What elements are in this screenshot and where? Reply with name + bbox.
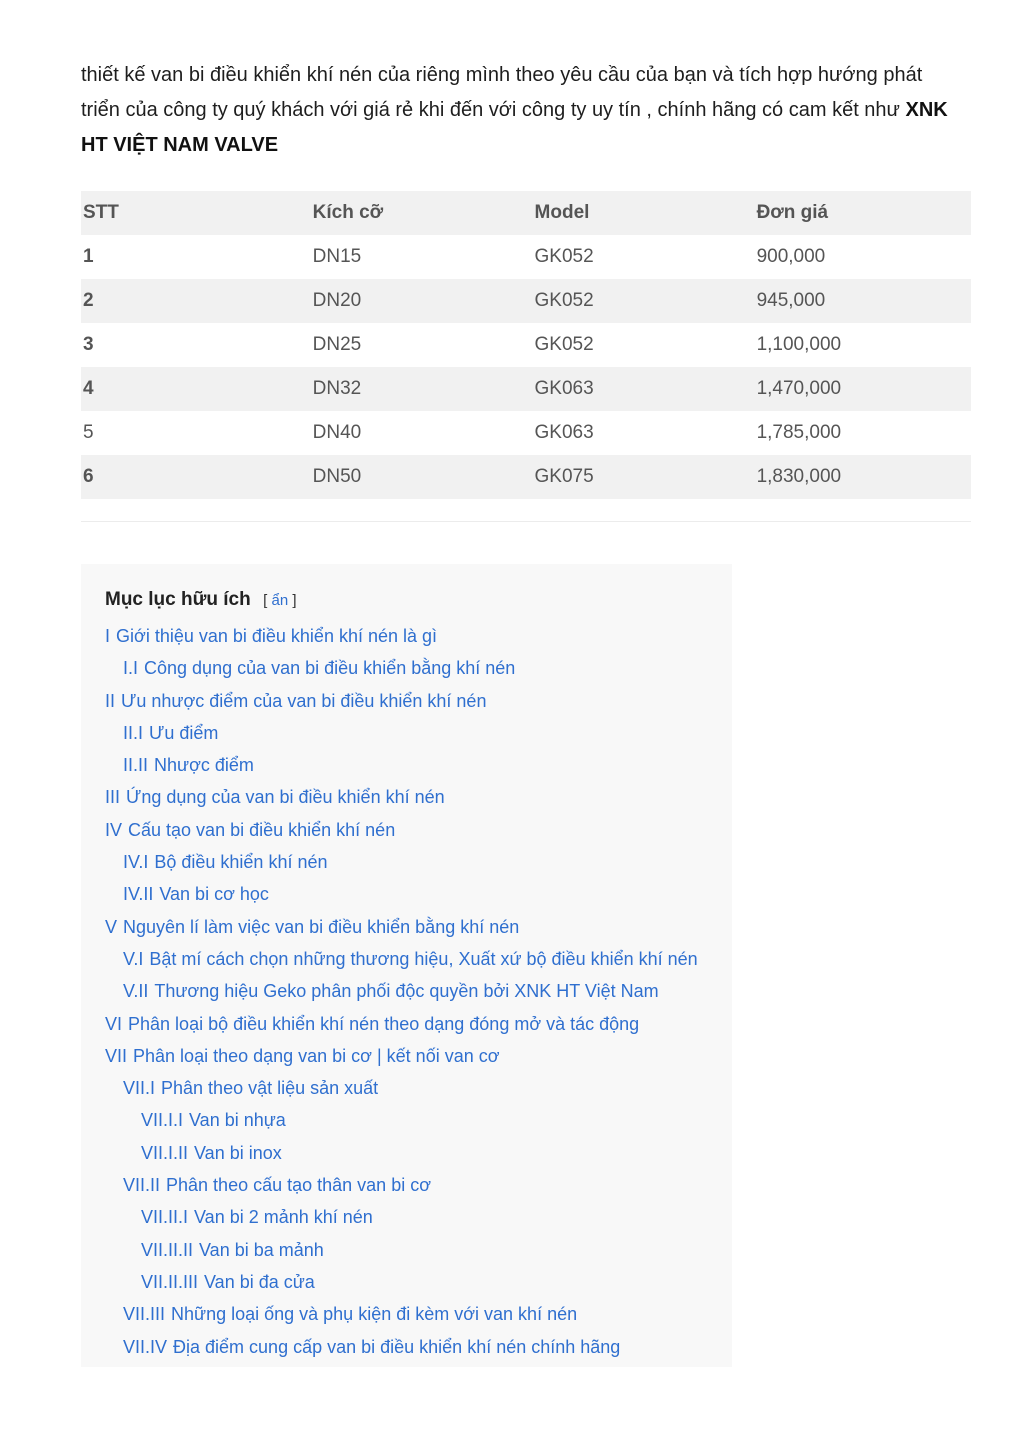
toc-link[interactable] bbox=[105, 820, 395, 840]
header-size: Kích cỡ bbox=[312, 202, 384, 223]
toc-item-number: VII.III bbox=[123, 1304, 166, 1325]
section-divider bbox=[81, 521, 971, 522]
toc-item bbox=[105, 846, 732, 878]
toc-list bbox=[105, 620, 732, 1363]
toc-item-label: Địa điểm cung cấp van bi điều khiển khí nén chính hãng bbox=[173, 1336, 621, 1357]
toc-item bbox=[105, 1072, 732, 1104]
toc-item-label: Phân theo cấu tạo thân van bi cơ bbox=[166, 1175, 432, 1196]
toc-item bbox=[105, 717, 732, 749]
toc-link[interactable] bbox=[141, 1240, 324, 1260]
cell-size: DN15 bbox=[312, 246, 362, 267]
toc-item bbox=[105, 620, 732, 652]
toc-item-number: II.II bbox=[123, 755, 149, 776]
cell-stt: 2 bbox=[83, 290, 94, 311]
toc-item bbox=[105, 1234, 732, 1266]
toc-item-label: Phân theo vật liệu sản xuất bbox=[161, 1078, 379, 1099]
toc-link[interactable] bbox=[105, 691, 486, 711]
cell-model: GK052 bbox=[534, 334, 594, 355]
toc-item-label: Phân loại theo dạng van bi cơ | kết nối van cơ bbox=[133, 1045, 500, 1066]
toc-item-label: Công dụng của van bi điều khiển bằng khí nén bbox=[144, 658, 516, 679]
toc-item-label: Bật mí cách chọn những thương hiệu, Xuất xứ bộ điều khiển khí nén bbox=[149, 948, 698, 969]
cell-size: DN32 bbox=[312, 378, 362, 399]
header-model: Model bbox=[534, 202, 590, 223]
toc-link[interactable] bbox=[105, 787, 445, 807]
toc-item-label: Ưu điểm bbox=[149, 722, 219, 743]
toc-item-label: Ứng dụng của van bi điều khiển khí nén bbox=[126, 787, 445, 808]
cell-price: 1,100,000 bbox=[756, 334, 842, 355]
toc-item-number: VII.II.I bbox=[141, 1207, 189, 1228]
toc-item-number: VII.IV bbox=[123, 1336, 168, 1357]
intro-text: thiết kế van bi điều khiển khí nén của riêng mình theo yêu cầu của bạn và tích hợp hướng phát triển của công ty quý khách với giá rẻ khi đến với công ty uy tín , chính hãng có cam kết như bbox=[81, 64, 923, 121]
cell-model: GK052 bbox=[534, 290, 594, 311]
toc-toggle bbox=[263, 592, 296, 609]
toc-link[interactable] bbox=[105, 1046, 500, 1066]
toc-item-label: Nhược điểm bbox=[154, 755, 254, 776]
cell-price: 1,830,000 bbox=[756, 466, 842, 487]
toc-item-number: IV.I bbox=[123, 852, 149, 873]
toc-item-number: II.I bbox=[123, 722, 144, 743]
toc-item bbox=[105, 781, 732, 813]
toc-item bbox=[105, 1201, 732, 1233]
toc-item-number: VII.II.II bbox=[141, 1239, 194, 1260]
table-row bbox=[81, 235, 971, 279]
toc-link[interactable] bbox=[123, 981, 659, 1001]
toc-item-number: V.I bbox=[123, 948, 144, 969]
toc-item bbox=[105, 1137, 732, 1169]
toc-item bbox=[105, 685, 732, 717]
toc-item bbox=[105, 749, 732, 781]
toc-item-label: Van bi 2 mảnh khí nén bbox=[194, 1207, 373, 1228]
toc-item-label: Cấu tạo van bi điều khiển khí nén bbox=[128, 819, 396, 840]
toc-item-number: VII.I bbox=[123, 1078, 156, 1099]
table-row bbox=[81, 411, 971, 455]
cell-price: 945,000 bbox=[756, 290, 826, 311]
toc-link[interactable] bbox=[123, 949, 698, 969]
toc-item bbox=[105, 1040, 732, 1072]
toc-item-label: Thương hiệu Geko phân phối độc quyền bởi XNK HT Việt Nam bbox=[154, 981, 659, 1002]
table-row bbox=[81, 279, 971, 323]
cell-stt: 3 bbox=[83, 334, 94, 355]
toc-link[interactable] bbox=[123, 1337, 620, 1357]
cell-model: GK052 bbox=[534, 246, 594, 267]
table-header-row bbox=[81, 191, 971, 235]
toc-item bbox=[105, 878, 732, 910]
toc-link[interactable] bbox=[141, 1143, 282, 1163]
toc-link[interactable] bbox=[123, 884, 269, 904]
toc-item-number: VII.II bbox=[123, 1175, 161, 1196]
toc-item-number: VII bbox=[105, 1045, 128, 1066]
toc-item-label: Phân loại bộ điều khiển khí nén theo dạng đóng mở và tác động bbox=[128, 1013, 640, 1034]
toc-link[interactable] bbox=[123, 1304, 577, 1324]
cell-stt: 5 bbox=[83, 422, 94, 443]
header-stt: STT bbox=[83, 202, 119, 223]
toc-link[interactable] bbox=[123, 723, 218, 743]
toc-item-number: VI bbox=[105, 1013, 123, 1034]
toc-item-number: IV.II bbox=[123, 884, 154, 905]
toc-item-label: Bộ điều khiển khí nén bbox=[154, 852, 328, 873]
toc-item bbox=[105, 1298, 732, 1330]
toc-item bbox=[105, 943, 732, 975]
toc-item bbox=[105, 1008, 732, 1040]
cell-model: GK075 bbox=[534, 466, 594, 487]
cell-price: 900,000 bbox=[756, 246, 826, 267]
price-table bbox=[81, 191, 971, 499]
toc-item-number: I bbox=[105, 626, 111, 646]
cell-stt: 1 bbox=[83, 246, 94, 267]
toc-item-label: Van bi cơ học bbox=[159, 884, 269, 905]
toc-hide-link[interactable]: ẩn bbox=[271, 592, 289, 609]
toc-link[interactable] bbox=[123, 1175, 431, 1195]
toc-item-label: Nguyên lí làm việc van bi điều khiển bằng khí nén bbox=[123, 916, 520, 937]
toc-item-label: Ưu nhược điểm của van bi điều khiển khí nén bbox=[121, 690, 487, 711]
cell-stt: 4 bbox=[83, 378, 94, 399]
toc-toggle-close-bracket: ] bbox=[292, 592, 297, 609]
toc-item-number: V bbox=[105, 916, 118, 937]
toc-item-label: Van bi nhựa bbox=[189, 1110, 286, 1131]
cell-size: DN40 bbox=[312, 422, 362, 443]
toc-item bbox=[105, 814, 732, 846]
toc-item bbox=[105, 652, 732, 684]
toc-link[interactable] bbox=[141, 1207, 373, 1227]
toc-item-number: II bbox=[105, 690, 116, 711]
cell-size: DN20 bbox=[312, 290, 362, 311]
table-row bbox=[81, 323, 971, 367]
toc-link[interactable] bbox=[141, 1272, 315, 1292]
toc-item-number: V.II bbox=[123, 981, 149, 1002]
cell-price: 1,470,000 bbox=[756, 378, 842, 399]
cell-price: 1,785,000 bbox=[756, 422, 842, 443]
table-row bbox=[81, 455, 971, 499]
toc-toggle-open-bracket: [ bbox=[263, 592, 268, 609]
cell-size: DN25 bbox=[312, 334, 362, 355]
toc-item bbox=[105, 1104, 732, 1136]
cell-size: DN50 bbox=[312, 466, 362, 487]
toc-item-number: VII.II.III bbox=[141, 1271, 199, 1292]
toc-item-label: Van bi ba mảnh bbox=[199, 1239, 324, 1260]
cell-model: GK063 bbox=[534, 422, 594, 443]
toc-item-number: IV bbox=[105, 819, 123, 840]
toc-item-label: Van bi đa cửa bbox=[204, 1271, 315, 1292]
toc-item-number: I.I bbox=[123, 658, 139, 679]
toc-link[interactable] bbox=[141, 1110, 286, 1130]
toc-title: Mục lục hữu ích bbox=[105, 589, 251, 610]
toc-link[interactable] bbox=[105, 1014, 639, 1034]
cell-model: GK063 bbox=[534, 378, 594, 399]
toc-link[interactable] bbox=[123, 852, 328, 872]
toc-item-number: III bbox=[105, 787, 121, 808]
header-price: Đơn giá bbox=[756, 202, 829, 223]
toc-link[interactable] bbox=[123, 755, 254, 775]
toc-item-label: Van bi inox bbox=[194, 1142, 282, 1163]
toc-header bbox=[105, 584, 732, 616]
toc-item-number: VII.I.II bbox=[141, 1142, 189, 1163]
toc-item-label: Những loại ống và phụ kiện đi kèm với van khí nén bbox=[171, 1304, 578, 1325]
toc-item bbox=[105, 1331, 732, 1363]
toc-link[interactable] bbox=[123, 1078, 378, 1098]
toc-item-number: VII.I.I bbox=[141, 1110, 184, 1131]
toc-link[interactable] bbox=[105, 626, 437, 646]
table-row bbox=[81, 367, 971, 411]
intro-company-name: XNK HT VIỆT NAM VALVE bbox=[81, 99, 948, 156]
toc-item bbox=[105, 975, 732, 1007]
cell-stt: 6 bbox=[83, 466, 94, 487]
toc-item-label: Giới thiệu van bi điều khiển khí nén là gì bbox=[116, 626, 438, 646]
toc-link[interactable] bbox=[123, 658, 515, 678]
toc-item bbox=[105, 911, 732, 943]
intro-paragraph bbox=[81, 58, 961, 163]
toc-link[interactable] bbox=[105, 917, 519, 937]
table-of-contents bbox=[81, 564, 732, 1367]
toc-item bbox=[105, 1266, 732, 1298]
toc-item bbox=[105, 1169, 732, 1201]
